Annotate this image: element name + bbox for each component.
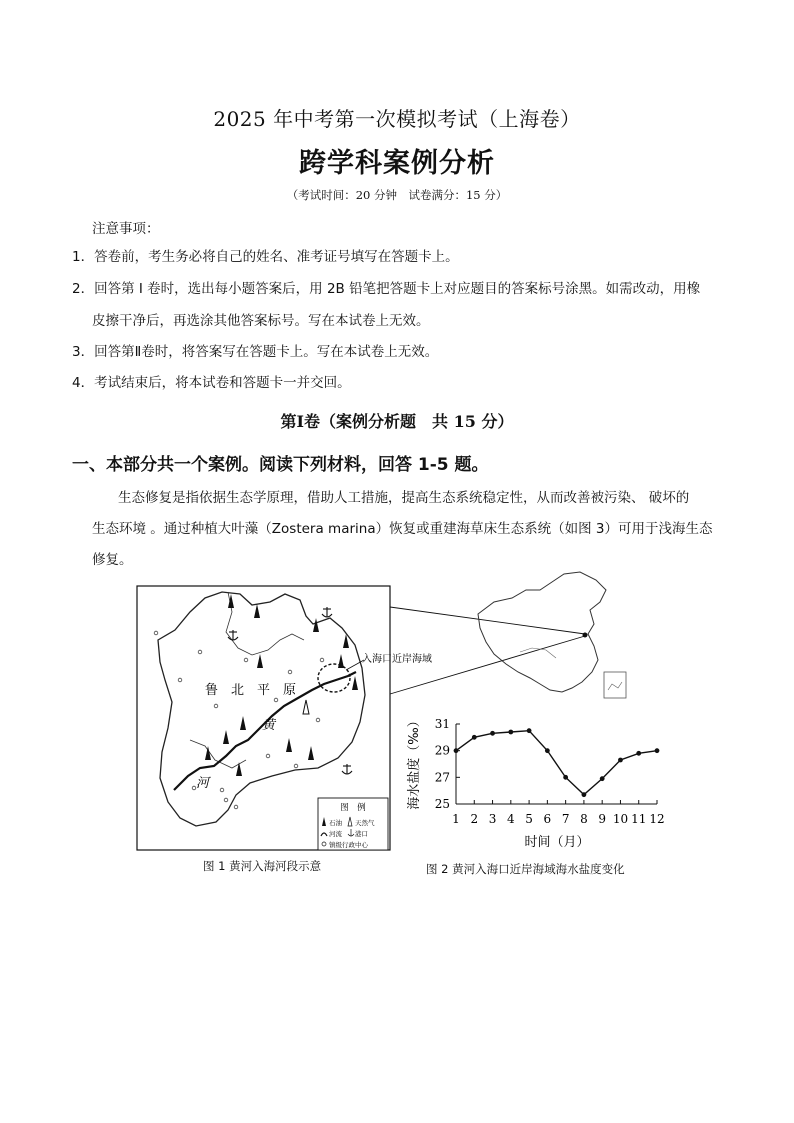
x-tick-label: 2 <box>470 812 479 826</box>
x-tick-label: 6 <box>543 812 552 826</box>
paragraph-line: 生态环境 。通过种植大叶藻（Zostera marina）恢复或重建海草床生态系统（如图 3）可用于浅海生态 <box>92 521 713 537</box>
exam-title: 2025 年中考第一次模拟考试（上海卷） <box>213 107 581 131</box>
exam-subject-title: 跨学科案例分析 <box>299 148 495 179</box>
y-tick-label: 31 <box>434 717 450 731</box>
x-tick-label: 5 <box>525 812 533 826</box>
paragraph-line: 生态修复是指依据生态学原理，借助人工措施，提高生态系统稳定性，从而改善被污染、 破坏的 <box>118 490 690 506</box>
legend-oil-label: 石油 <box>329 819 342 827</box>
note-item-continued: 皮擦干净后，再选涂其他答案标号。写在本试卷上无效。 <box>92 313 430 329</box>
y-tick-label: 29 <box>434 743 450 758</box>
figure1-caption: 图 1 黄河入海河段示意 <box>203 859 322 873</box>
legend-title: 图 例 <box>340 803 366 813</box>
y-tick-label: 25 <box>434 797 450 811</box>
legend-port-label: 港口 <box>355 830 368 838</box>
data-point <box>472 735 477 740</box>
x-axis-label: 时间（月） <box>524 835 590 850</box>
inset-detail-line <box>520 648 556 658</box>
note-item: 2．回答第 I 卷时，选出每小题答案后，用 2B 铅笔把答题卡上对应题目的答案标号涂黑。如需改动，用橡 <box>72 281 701 297</box>
part-heading: 一、本部分共一个案例。阅读下列材料，回答 1-5 题。 <box>72 455 489 475</box>
x-tick-label: 11 <box>631 812 647 826</box>
x-tick-label: 3 <box>488 812 497 826</box>
data-point <box>655 748 660 753</box>
y-tick-label: 27 <box>434 770 450 785</box>
x-tick-label: 9 <box>598 812 607 826</box>
x-tick-label: 10 <box>612 812 629 826</box>
section-heading: 第Ⅰ卷（案例分析题 共 15 分） <box>280 412 514 431</box>
x-tick-label: 4 <box>506 812 515 826</box>
data-point <box>563 775 568 780</box>
notes-heading: 注意事项： <box>92 221 160 237</box>
x-tick-label: 8 <box>580 812 588 826</box>
legend-river-label: 河流 <box>329 830 342 838</box>
x-tick-label: 1 <box>452 812 460 826</box>
south-sea-inset-box <box>604 672 626 698</box>
note-item: 1．答卷前，考生务必将自己的姓名、准考证号填写在答题卡上。 <box>72 249 459 265</box>
china-inset-map <box>478 572 606 692</box>
data-point <box>582 792 587 797</box>
x-tick-label: 12 <box>649 812 665 826</box>
figure2-caption: 图 2 黄河入海口近岸海域海水盐度变化 <box>426 862 625 876</box>
south-sea-islands <box>608 682 622 690</box>
data-point <box>527 728 532 733</box>
note-item: 4．考试结束后，将本试卷和答题卡一并交回。 <box>72 375 351 391</box>
estuary-location-dot <box>583 633 588 638</box>
data-point <box>600 776 605 781</box>
area-label: 鲁 北 平 原 <box>205 683 297 698</box>
inset-connector-line <box>390 607 585 634</box>
data-point <box>545 748 550 753</box>
data-point <box>454 748 459 753</box>
legend-gas-label: 天然气 <box>355 819 375 827</box>
exam-info: （考试时间：20 分钟 试卷满分：15 分） <box>286 188 508 202</box>
data-point <box>508 730 513 735</box>
data-point <box>490 731 495 736</box>
river-label: 黄 <box>262 718 276 733</box>
data-point <box>618 758 623 763</box>
x-tick-label: 7 <box>561 812 570 826</box>
callout-label: 入海口近岸海域 <box>362 654 432 665</box>
data-point <box>636 751 641 756</box>
salinity-chart <box>406 714 665 850</box>
river-label: 河 <box>196 776 210 791</box>
paragraph-line: 修复。 <box>92 552 133 568</box>
legend-town-label: 镇级行政中心 <box>329 841 368 849</box>
salinity-series-line <box>456 731 657 795</box>
y-axis-label: 海水盐度（‰） <box>407 714 422 810</box>
note-item: 3．回答第Ⅱ卷时，将答案写在答题卡上。写在本试卷上无效。 <box>72 344 439 360</box>
